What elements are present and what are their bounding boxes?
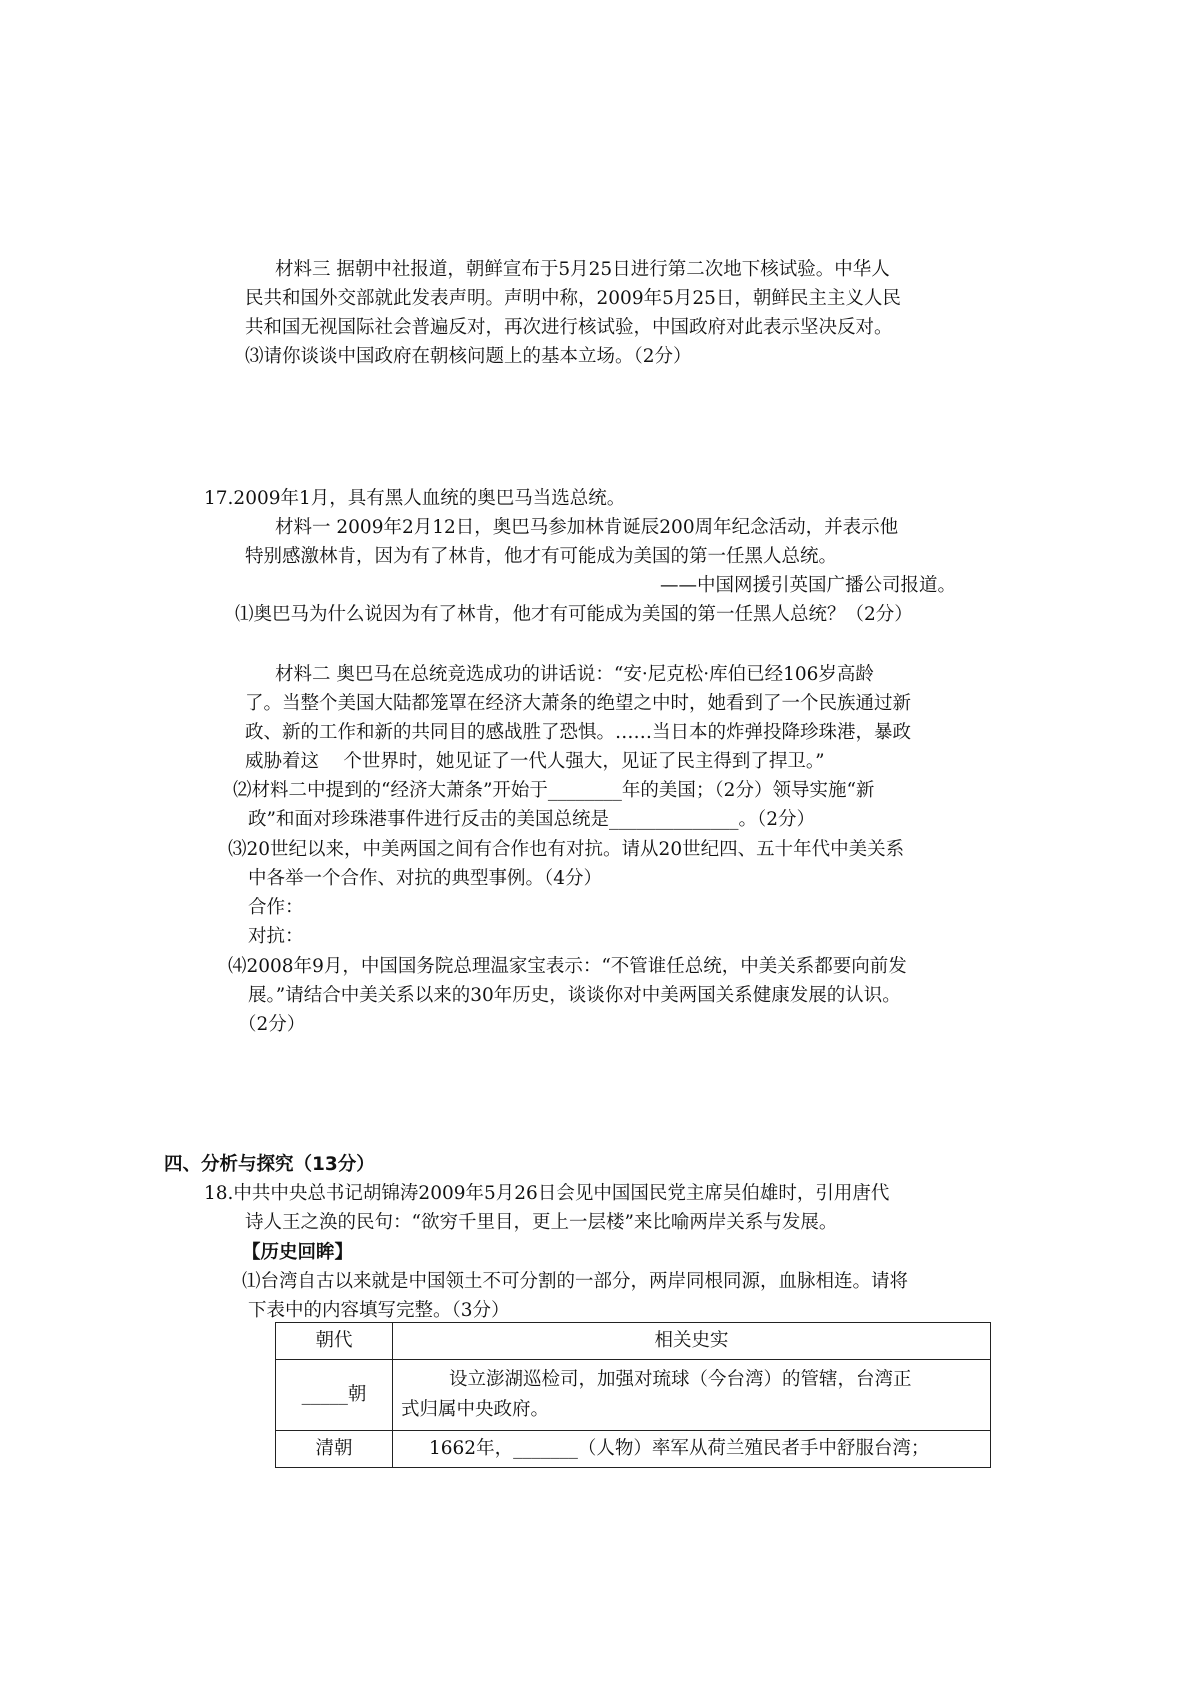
q17-question-1: ⑴奥巴马为什么说因为有了林肯，他才有可能成为美国的第一任黑人总统？（2分） (235, 604, 913, 625)
q17-material1-line-1: 材料一 2009年2月12日，奥巴马参加林肯诞辰200周年纪念活动，并表示他 (275, 517, 899, 538)
material3-question-3: ⑶请你谈谈中国政府在朝核问题上的基本立场。（2分） (245, 346, 692, 367)
q17-material2-line-4: 威胁着这 个世界时，她见证了一代人强大，见证了民主得到了捍卫。” (245, 751, 825, 772)
history-review-subheading: 【历史回眸】 (242, 1242, 354, 1263)
q18-question-1-line-2: 下表中的内容填写完整。（3分） (248, 1300, 510, 1321)
material3-line-1: 材料三 据朝中社报道，朝鲜宣布于5月25日进行第二次地下核试验。中华人 (275, 259, 890, 280)
fact-line: 1662年，_______（人物）率军从荷兰殖民者手中舒服台湾； (429, 1438, 930, 1459)
material3-line-2: 民共和国外交部就此发表声明。声明中称，2009年5月25日，朝鲜民主主义人民 (245, 288, 901, 309)
material3-line-3: 共和国无视国际社会普遍反对，再次进行核试验，中国政府对此表示坚决反对。 (245, 317, 893, 338)
q17-question-4-line-2: 展。”请结合中美关系以来的30年历史，谈谈你对中美两国关系健康发展的认识。 (248, 985, 901, 1006)
q17-question-2-line-1: ⑵材料二中提到的“经济大萧条”开始于________年的美国；（2分）领导实施“新 (233, 780, 875, 801)
q17-question-3-line-2: 中各举一个合作、对抗的典型事例。（4分） (248, 868, 603, 889)
q17-material2-line-3: 政、新的工作和新的共同目的感战胜了恐惧。……当日本的炸弹投降珍珠港，暴政 (245, 722, 912, 743)
q17-material1-source: ——中国网援引英国广播公司报道。 (660, 575, 957, 596)
table-header-facts: 相关史实 (393, 1323, 991, 1360)
table-row (276, 1431, 991, 1468)
q17-confrontation-label: 对抗： (248, 926, 304, 947)
table-cell-dynasty: _____朝 (276, 1360, 393, 1431)
fact-line: 式归属中央政府。 (401, 1399, 550, 1420)
q17-material1-line-2: 特别感激林肯，因为有了林肯，他才有可能成为美国的第一任黑人总统。 (245, 546, 838, 567)
table-cell-facts (393, 1431, 991, 1468)
fact-line: 设立澎湖巡检司，加强对琉球（今台湾）的管辖，台湾正 (449, 1369, 912, 1390)
table-header-dynasty: 朝代 (276, 1323, 393, 1360)
table-cell-facts (393, 1360, 991, 1431)
q18-line-1: 18.中共中央总书记胡锦涛2009年5月26日会见中国国民党主席吴伯雄时，引用唐代 (204, 1183, 890, 1204)
history-table (275, 1322, 991, 1468)
q18-line-2: 诗人王之涣的民句：“欲穷千里目，更上一层楼”来比喻两岸关系与发展。 (245, 1212, 838, 1233)
q17-material2-line-1: 材料二 奥巴马在总统竞选成功的讲话说：“安·尼克松·库伯已经106岁高龄 (275, 664, 874, 685)
section4-heading: 四、分析与探究（13分） (164, 1154, 375, 1175)
table-row (276, 1360, 991, 1431)
q17-question-2-line-2: 政”和面对珍珠港事件进行反击的美国总统是______________。（2分） (248, 809, 815, 830)
q17-material2-line-2: 了。当整个美国大陆都笼罩在经济大萧条的绝望之中时，她看到了一个民族通过新 (245, 693, 912, 714)
q17-title: 17.2009年1月，具有黑人血统的奥巴马当选总统。 (204, 488, 626, 509)
q17-cooperation-label: 合作： (248, 897, 304, 918)
q17-question-4-line-1: ⑷2008年9月，中国国务院总理温家宝表示：“不管谁任总统，中美关系都要向前发 (228, 956, 907, 977)
table-cell-dynasty: 清朝 (276, 1431, 393, 1468)
q17-question-4-line-3: （2分） (238, 1014, 306, 1035)
q18-question-1-line-1: ⑴台湾自古以来就是中国领土不可分割的一部分，两岸同根同源，血脉相连。请将 (242, 1271, 909, 1292)
q17-question-3-line-1: ⑶20世纪以来，中美两国之间有合作也有对抗。请从20世纪四、五十年代中美关系 (228, 839, 905, 860)
table-header-row (276, 1323, 991, 1360)
